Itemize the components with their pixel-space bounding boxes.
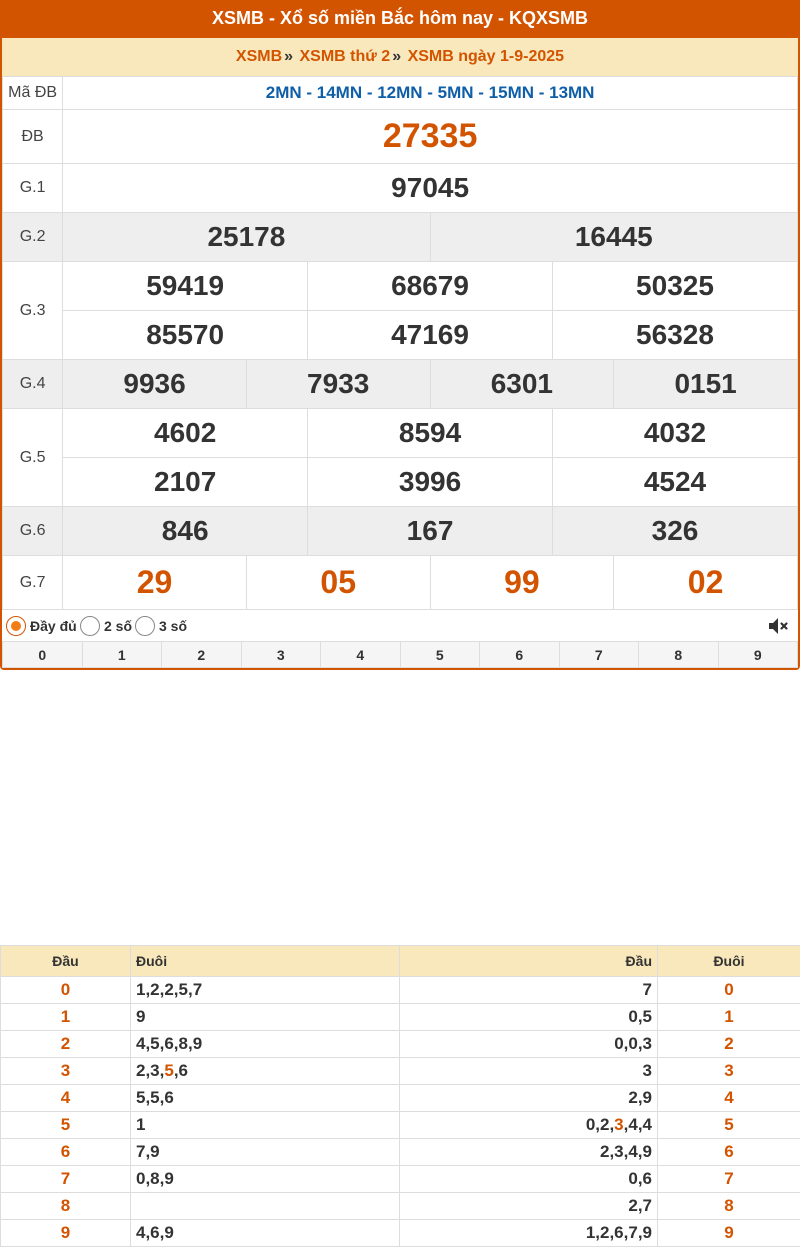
digit-filter-item[interactable]: 0 <box>3 642 83 668</box>
breadcrumb-sep: » <box>284 48 294 65</box>
prize-g3: 50325 <box>552 262 797 311</box>
loto-duoi-rev: 0 <box>658 977 800 1004</box>
display-options <box>2 610 798 641</box>
prize-g7: 99 <box>430 556 614 610</box>
option-full[interactable] <box>6 615 77 637</box>
digit-filter-item[interactable]: 9 <box>718 642 798 668</box>
option-three-label: 3 số <box>159 618 188 634</box>
breadcrumb-xsmb[interactable]: XSMB <box>235 48 283 65</box>
loto-duoi-rev: 9 <box>658 1220 800 1247</box>
prize-g5: 8594 <box>308 409 553 458</box>
loto-dau: 0 <box>1 977 131 1004</box>
prize-g7: 05 <box>246 556 430 610</box>
loto-head-duoi: Đuôi <box>658 946 800 977</box>
table-row <box>1 977 800 1004</box>
option-full-label: Đầy đủ <box>30 618 77 634</box>
table-row <box>1 1193 800 1220</box>
digit-filter <box>2 641 798 668</box>
breadcrumb-xsmb-date[interactable]: XSMB ngày 1-9-2025 <box>407 48 565 65</box>
loto-dau: 1 <box>1 1004 131 1031</box>
special-prize: 27335 <box>63 110 798 164</box>
g1-label: G.1 <box>3 164 63 213</box>
loto-dau-rev: 1,2,6,7,9 <box>400 1220 658 1247</box>
prize-g4: 6301 <box>430 360 614 409</box>
loto-dau: 3 <box>1 1058 131 1085</box>
prize-g3: 56328 <box>552 311 797 360</box>
g7-label: G.7 <box>3 556 63 610</box>
digit-filter-item[interactable]: 1 <box>82 642 162 668</box>
loto-dau: 5 <box>1 1112 131 1139</box>
prize-g5: 4602 <box>63 409 308 458</box>
radio-two-digits[interactable] <box>80 616 100 636</box>
loto-duoi-rev: 8 <box>658 1193 800 1220</box>
db-label: ĐB <box>3 110 63 164</box>
prize-g5: 4032 <box>552 409 797 458</box>
loto-table <box>0 945 800 1247</box>
breadcrumb-sep: » <box>392 48 402 65</box>
table-row <box>1 1139 800 1166</box>
loto-duoi-part: 2,3, <box>136 1061 165 1080</box>
radio-full[interactable] <box>6 616 26 636</box>
digit-filter-item[interactable]: 5 <box>400 642 480 668</box>
g4-label: G.4 <box>3 360 63 409</box>
table-row <box>1 1058 800 1085</box>
g3-label: G.3 <box>3 262 63 360</box>
prize-g3: 68679 <box>308 262 553 311</box>
loto-dau-rev: 0,5 <box>400 1004 658 1031</box>
loto-duoi-rev: 5 <box>658 1112 800 1139</box>
digit-filter-item[interactable]: 3 <box>241 642 321 668</box>
prize-g4: 9936 <box>63 360 247 409</box>
loto-duoi: 7,9 <box>131 1139 400 1166</box>
loto-dau: 9 <box>1 1220 131 1247</box>
digit-filter-item[interactable]: 8 <box>639 642 719 668</box>
option-three-digits[interactable] <box>135 615 187 637</box>
loto-dau-rev <box>400 1112 658 1139</box>
loto-duoi: 4,5,6,8,9 <box>131 1031 400 1058</box>
loto-duoi-rev: 7 <box>658 1166 800 1193</box>
loto-duoi: 1 <box>131 1112 400 1139</box>
table-row <box>1 1085 800 1112</box>
digit-filter-item[interactable]: 6 <box>480 642 560 668</box>
option-two-digits[interactable] <box>80 615 132 637</box>
loto-highlight: 5 <box>164 1061 174 1080</box>
prize-g3: 47169 <box>308 311 553 360</box>
loto-highlight: 3 <box>614 1115 624 1134</box>
digit-filter-item[interactable]: 2 <box>162 642 242 668</box>
table-row <box>1 1004 800 1031</box>
prize-g2: 16445 <box>430 213 797 262</box>
loto-duoi-rev: 2 <box>658 1031 800 1058</box>
prize-g5: 4524 <box>552 458 797 507</box>
prize-g2: 25178 <box>63 213 430 262</box>
prize-g5: 2107 <box>63 458 308 507</box>
prize-g3: 85570 <box>63 311 308 360</box>
loto-duoi-rev: 6 <box>658 1139 800 1166</box>
loto-dau: 6 <box>1 1139 131 1166</box>
loto-dau-rev: 2,3,4,9 <box>400 1139 658 1166</box>
prize-g5: 3996 <box>308 458 553 507</box>
option-two-label: 2 số <box>104 618 133 634</box>
loto-head-dau: Đầu <box>400 946 658 977</box>
results-table <box>2 76 798 610</box>
table-row <box>1 1166 800 1193</box>
prize-g4: 0151 <box>614 360 798 409</box>
breadcrumb-xsmb-thu-2[interactable]: XSMB thứ 2 <box>299 48 391 65</box>
loto-dau-rev: 0,0,3 <box>400 1031 658 1058</box>
loto-dau-part: 0,2, <box>585 1115 615 1134</box>
loto-duoi: 4,6,9 <box>131 1220 400 1247</box>
prize-g7: 29 <box>63 556 247 610</box>
madb-label: Mã ĐB <box>3 77 63 110</box>
prize-g1: 97045 <box>63 164 798 213</box>
loto-dau-rev: 3 <box>400 1058 658 1085</box>
prize-g4: 7933 <box>246 360 430 409</box>
loto-duoi: 9 <box>131 1004 400 1031</box>
loto-head-dau: Đầu <box>1 946 131 977</box>
loto-duoi: 1,2,2,5,7 <box>131 977 400 1004</box>
table-row <box>1 1031 800 1058</box>
loto-dau-rev: 7 <box>400 977 658 1004</box>
loto-duoi: 0,8,9 <box>131 1166 400 1193</box>
madb-value: 2MN - 14MN - 12MN - 5MN - 15MN - 13MN <box>63 77 798 110</box>
table-row <box>1 1220 800 1247</box>
prize-g6: 846 <box>63 507 308 556</box>
loto-duoi-part: ,6 <box>173 1061 189 1080</box>
loto-duoi-rev: 3 <box>658 1058 800 1085</box>
loto-dau: 8 <box>1 1193 131 1220</box>
g2-label: G.2 <box>3 213 63 262</box>
g6-label: G.6 <box>3 507 63 556</box>
loto-duoi: 5,5,6 <box>131 1085 400 1112</box>
loto-dau-rev: 2,7 <box>400 1193 658 1220</box>
table-row <box>1 1112 800 1139</box>
prize-g6: 167 <box>308 507 553 556</box>
loto-duoi-rev: 4 <box>658 1085 800 1112</box>
loto-dau-part: ,4,4 <box>623 1115 652 1134</box>
loto-head-duoi: Đuôi <box>131 946 400 977</box>
loto-duoi-rev: 1 <box>658 1004 800 1031</box>
loto-dau: 4 <box>1 1085 131 1112</box>
loto-dau-rev: 2,9 <box>400 1085 658 1112</box>
breadcrumb <box>2 38 798 76</box>
prize-g6: 326 <box>552 507 797 556</box>
page-title: XSMB - Xổ số miền Bắc hôm nay - KQXSMB <box>0 0 800 38</box>
prize-g7: 02 <box>614 556 798 610</box>
loto-duoi <box>131 1193 400 1220</box>
loto-dau: 7 <box>1 1166 131 1193</box>
prize-g3: 59419 <box>63 262 308 311</box>
loto-dau-rev: 0,6 <box>400 1166 658 1193</box>
loto-duoi <box>131 1058 400 1085</box>
radio-three-digits[interactable] <box>135 616 155 636</box>
loto-dau: 2 <box>1 1031 131 1058</box>
volume-mute-icon[interactable] <box>766 614 790 638</box>
g5-label: G.5 <box>3 409 63 507</box>
digit-filter-item[interactable]: 7 <box>559 642 639 668</box>
digit-filter-item[interactable]: 4 <box>321 642 401 668</box>
